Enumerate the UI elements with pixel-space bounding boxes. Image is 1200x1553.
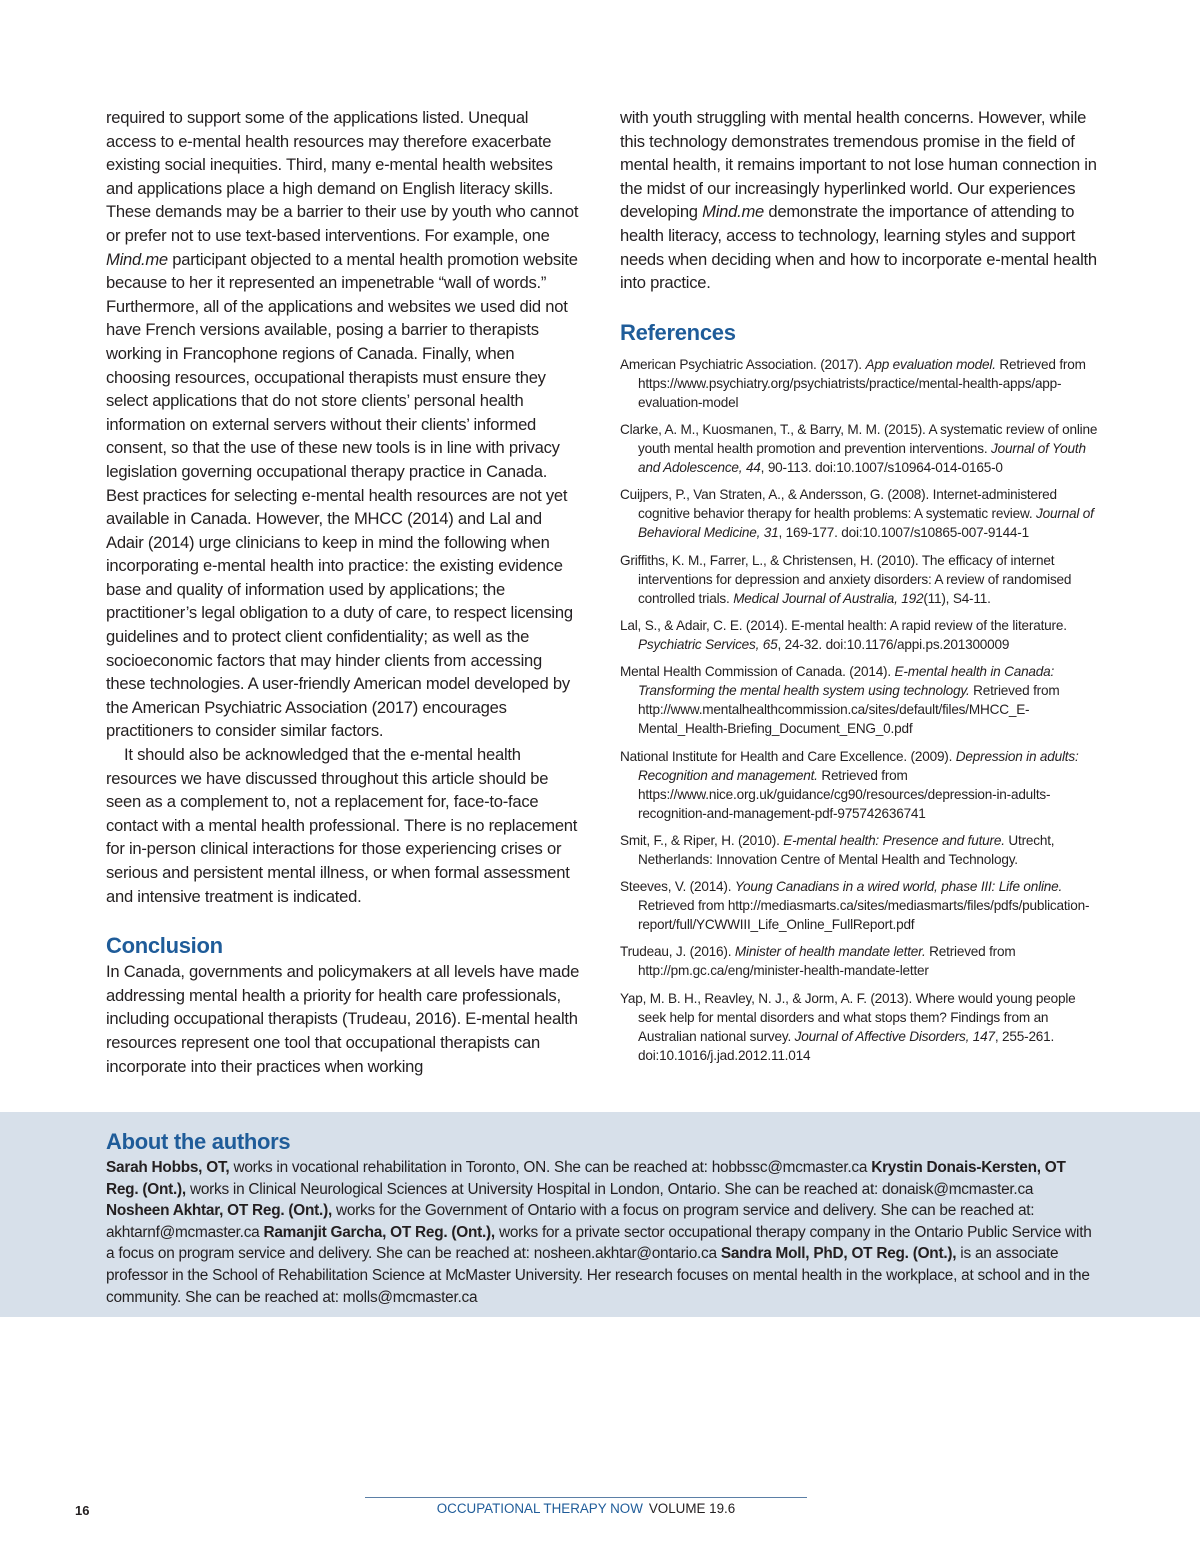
publication-title: OCCUPATIONAL THERAPY NOW xyxy=(436,1501,643,1516)
author-name: Sarah Hobbs, OT, xyxy=(106,1159,230,1176)
reference-item: Yap, M. B. H., Reavley, N. J., & Jorm, A. F. (2013). Where would young people seek help for mental disorders and what stops them? Findings from an Australian national survey. Journal of Affective Disorders, 147, 255-261. doi:10.1016/j.jad.2012.11.014 xyxy=(620,990,1076,1063)
references-list xyxy=(620,355,1098,1065)
left-column xyxy=(106,106,582,1078)
about-heading: About the authors xyxy=(106,1129,291,1154)
reference-item: Smit, F., & Riper, H. (2010). E-mental health: Presence and future. Utrecht, Netherlands: Innovation Centre of Mental Health and Technology. xyxy=(620,832,1055,867)
references-heading: References xyxy=(620,319,736,345)
reference-item: Clarke, A. M., Kuosmanen, T., & Barry, M. M. (2015). A systematic review of online youth mental health promotion and prevention interventions. Journal of Youth and Adolescence, 44, 90-113. doi:10.1007/s10964-014-0165-0 xyxy=(620,422,1098,476)
author-name: Ramanjit Garcha, OT Reg. (Ont.), xyxy=(263,1223,495,1241)
conclusion-paragraph: In Canada, governments and policymakers at all levels have made addressing mental health a priority for health care professionals, including occupational therapists (Trudeau, 2016). E-mental health resources represent one tool that occupational therapists can incorporate into their practices when working xyxy=(106,962,580,1076)
reference-item: National Institute for Health and Care Excellence. (2009). Depression in adults: Recognition and management. Retrieved from https://www.nice.org.uk/guidance/cg90/resources/depression-in-adults-recognition-and-management-pdf-975742636741 xyxy=(620,748,1079,821)
reference-item: Trudeau, J. (2016). Minister of health mandate letter. Retrieved from http://pm.gc.ca/eng/minister-health-mandate-letter xyxy=(620,944,1016,979)
reference-item: Griffiths, K. M., Farrer, L., & Christensen, H. (2010). The efficacy of internet interventions for depression and anxiety disorders: A review of randomised controlled trials. Medical Journal of Australia, 192(11), S4-11. xyxy=(620,552,1072,606)
conclusion-heading: Conclusion xyxy=(106,933,223,959)
reference-item: American Psychiatric Association. (2017). App evaluation model. Retrieved from https://www.psychiatry.org/psychiatrists/practice/mental-health-apps/app-evaluation-model xyxy=(620,356,1086,410)
footer-divider xyxy=(365,1497,807,1498)
author-name: Krystin Donais-Kersten, OT Reg. (Ont.), xyxy=(106,1159,1066,1198)
page-number: 16 xyxy=(75,1503,90,1518)
reference-item: Lal, S., & Adair, C. E. (2014). E-mental health: A rapid review of the literature. Psychiatric Services, 65, 24-32. doi:10.1176/appi.ps.201300009 xyxy=(620,617,1067,652)
author-bios: Sarah Hobbs, OT, works in vocational rehabilitation in Toronto, ON. She can be reached at: hobbssc@mcmaster.ca Krystin Donais-Kersten, OT Reg. (Ont.), works in Clinical Neurological Sciences at University Hospital in London, Ontario. She can be reached at: donaisk@mcmaster.ca Nosheen Akhtar, OT Reg. (Ont.), works for the Government of Ontario with a focus on program service and delivery. She can be reached at: akhtarnf@mcmaster.ca Ramanjit Garcha, OT Reg. (Ont.), works for a private sector occupational therapy company in the Ontario Public Service with a focus on program service and delivery. She can be reached at: nosheen.akhtar@ontario.ca Sandra Moll, PhD, OT Reg. (Ont.), is an associate professor in the School of Rehabilitation Science at McMaster University. Her research focuses on mental health in the workplace, at school and in the community. She can be reached at: molls@mcmaster.ca xyxy=(106,1159,1092,1306)
body-paragraph: required to support some of the applications listed. Unequal access to e-mental health resources may therefore exacerbate existing social inequities. Third, many e-mental health websites and applications place a high demand on English literacy skills. These demands may be a barrier to their use by youth who cannot or prefer not to use text-based interventions. For example, one Mind.me participant objected to a mental health promotion website because to her it represented an impenetrable “wall of words.” Furthermore, all of the applications and websites we used did not have French versions available, posing a barrier to therapists working in Francophone regions of Canada. Finally, when choosing resources, occupational therapists must ensure they select applications that do not store clients’ personal health information on external servers without their clients’ informed consent, so that the use of these new tools is in line with privacy legislation governing occupational therapy practice in Canada. Best practices for selecting e-mental health resources are not yet available in Canada. However, the MHCC (2014) and Lal and Adair (2014) urge clinicians to keep in mind the following when incorporating e-mental health into practice: the existing evidence base and quality of information used by applications; the practitioner’s legal obligation to a duty of care, to respect licensing guidelines and to protect client confidentiality; as well as the socioeconomic factors that may hinder clients from accessing these technologies. A user-friendly American model developed by the American Psychiatric Association (2017) encourages practitioners to consider similar factors. xyxy=(106,108,579,741)
volume-label: VOLUME 19.6 xyxy=(648,1501,736,1516)
footer-publication xyxy=(365,1501,807,1516)
reference-item: Cuijpers, P., Van Straten, A., & Andersson, G. (2008). Internet-administered cognitive behavior therapy for health problems: A systematic review. Journal of Behavioral Medicine, 31, 169-177. doi:10.1007/s10865-007-9144-1 xyxy=(620,487,1094,541)
reference-item: Steeves, V. (2014). Young Canadians in a wired world, phase III: Life online. Retrieved from http://mediasmarts.ca/sites/mediasmarts/files/pdfs/publication-report/full/YCWWIII_Life_Online_FullReport.pdf xyxy=(620,879,1090,933)
body-paragraph: with youth struggling with mental health concerns. However, while this technology demonstrates tremendous promise in the field of mental health, it remains important to not lose human connection in the midst of our increasingly hyperlinked world. Our experiences developing Mind.me demonstrate the importance of attending to health literacy, access to technology, learning styles and support needs when deciding when and how to incorporate e-mental health into practice. xyxy=(620,108,1097,293)
reference-item: Mental Health Commission of Canada. (2014). E-mental health in Canada: Transforming the mental health system using technology. Retrieved from http://www.mentalhealthcommission.ca/sites/default/files/MHCC_E-Mental_Health-Briefing_Document_ENG_0.pdf xyxy=(620,664,1060,737)
right-column xyxy=(620,106,1098,1073)
author-name: Sandra Moll, PhD, OT Reg. (Ont.), xyxy=(720,1245,957,1263)
author-name: Nosheen Akhtar, OT Reg. (Ont.), xyxy=(106,1202,332,1220)
about-authors xyxy=(106,1128,1096,1308)
body-paragraph: It should also be acknowledged that the e-mental health resources we have discussed throughout this article should be seen as a complement to, not a replacement for, face-to-face contact with a mental health professional. There is no replacement for in-person clinical interactions for those experiencing crises or serious and persistent mental illness, or when formal assessment and intensive treatment is indicated. xyxy=(106,745,578,906)
